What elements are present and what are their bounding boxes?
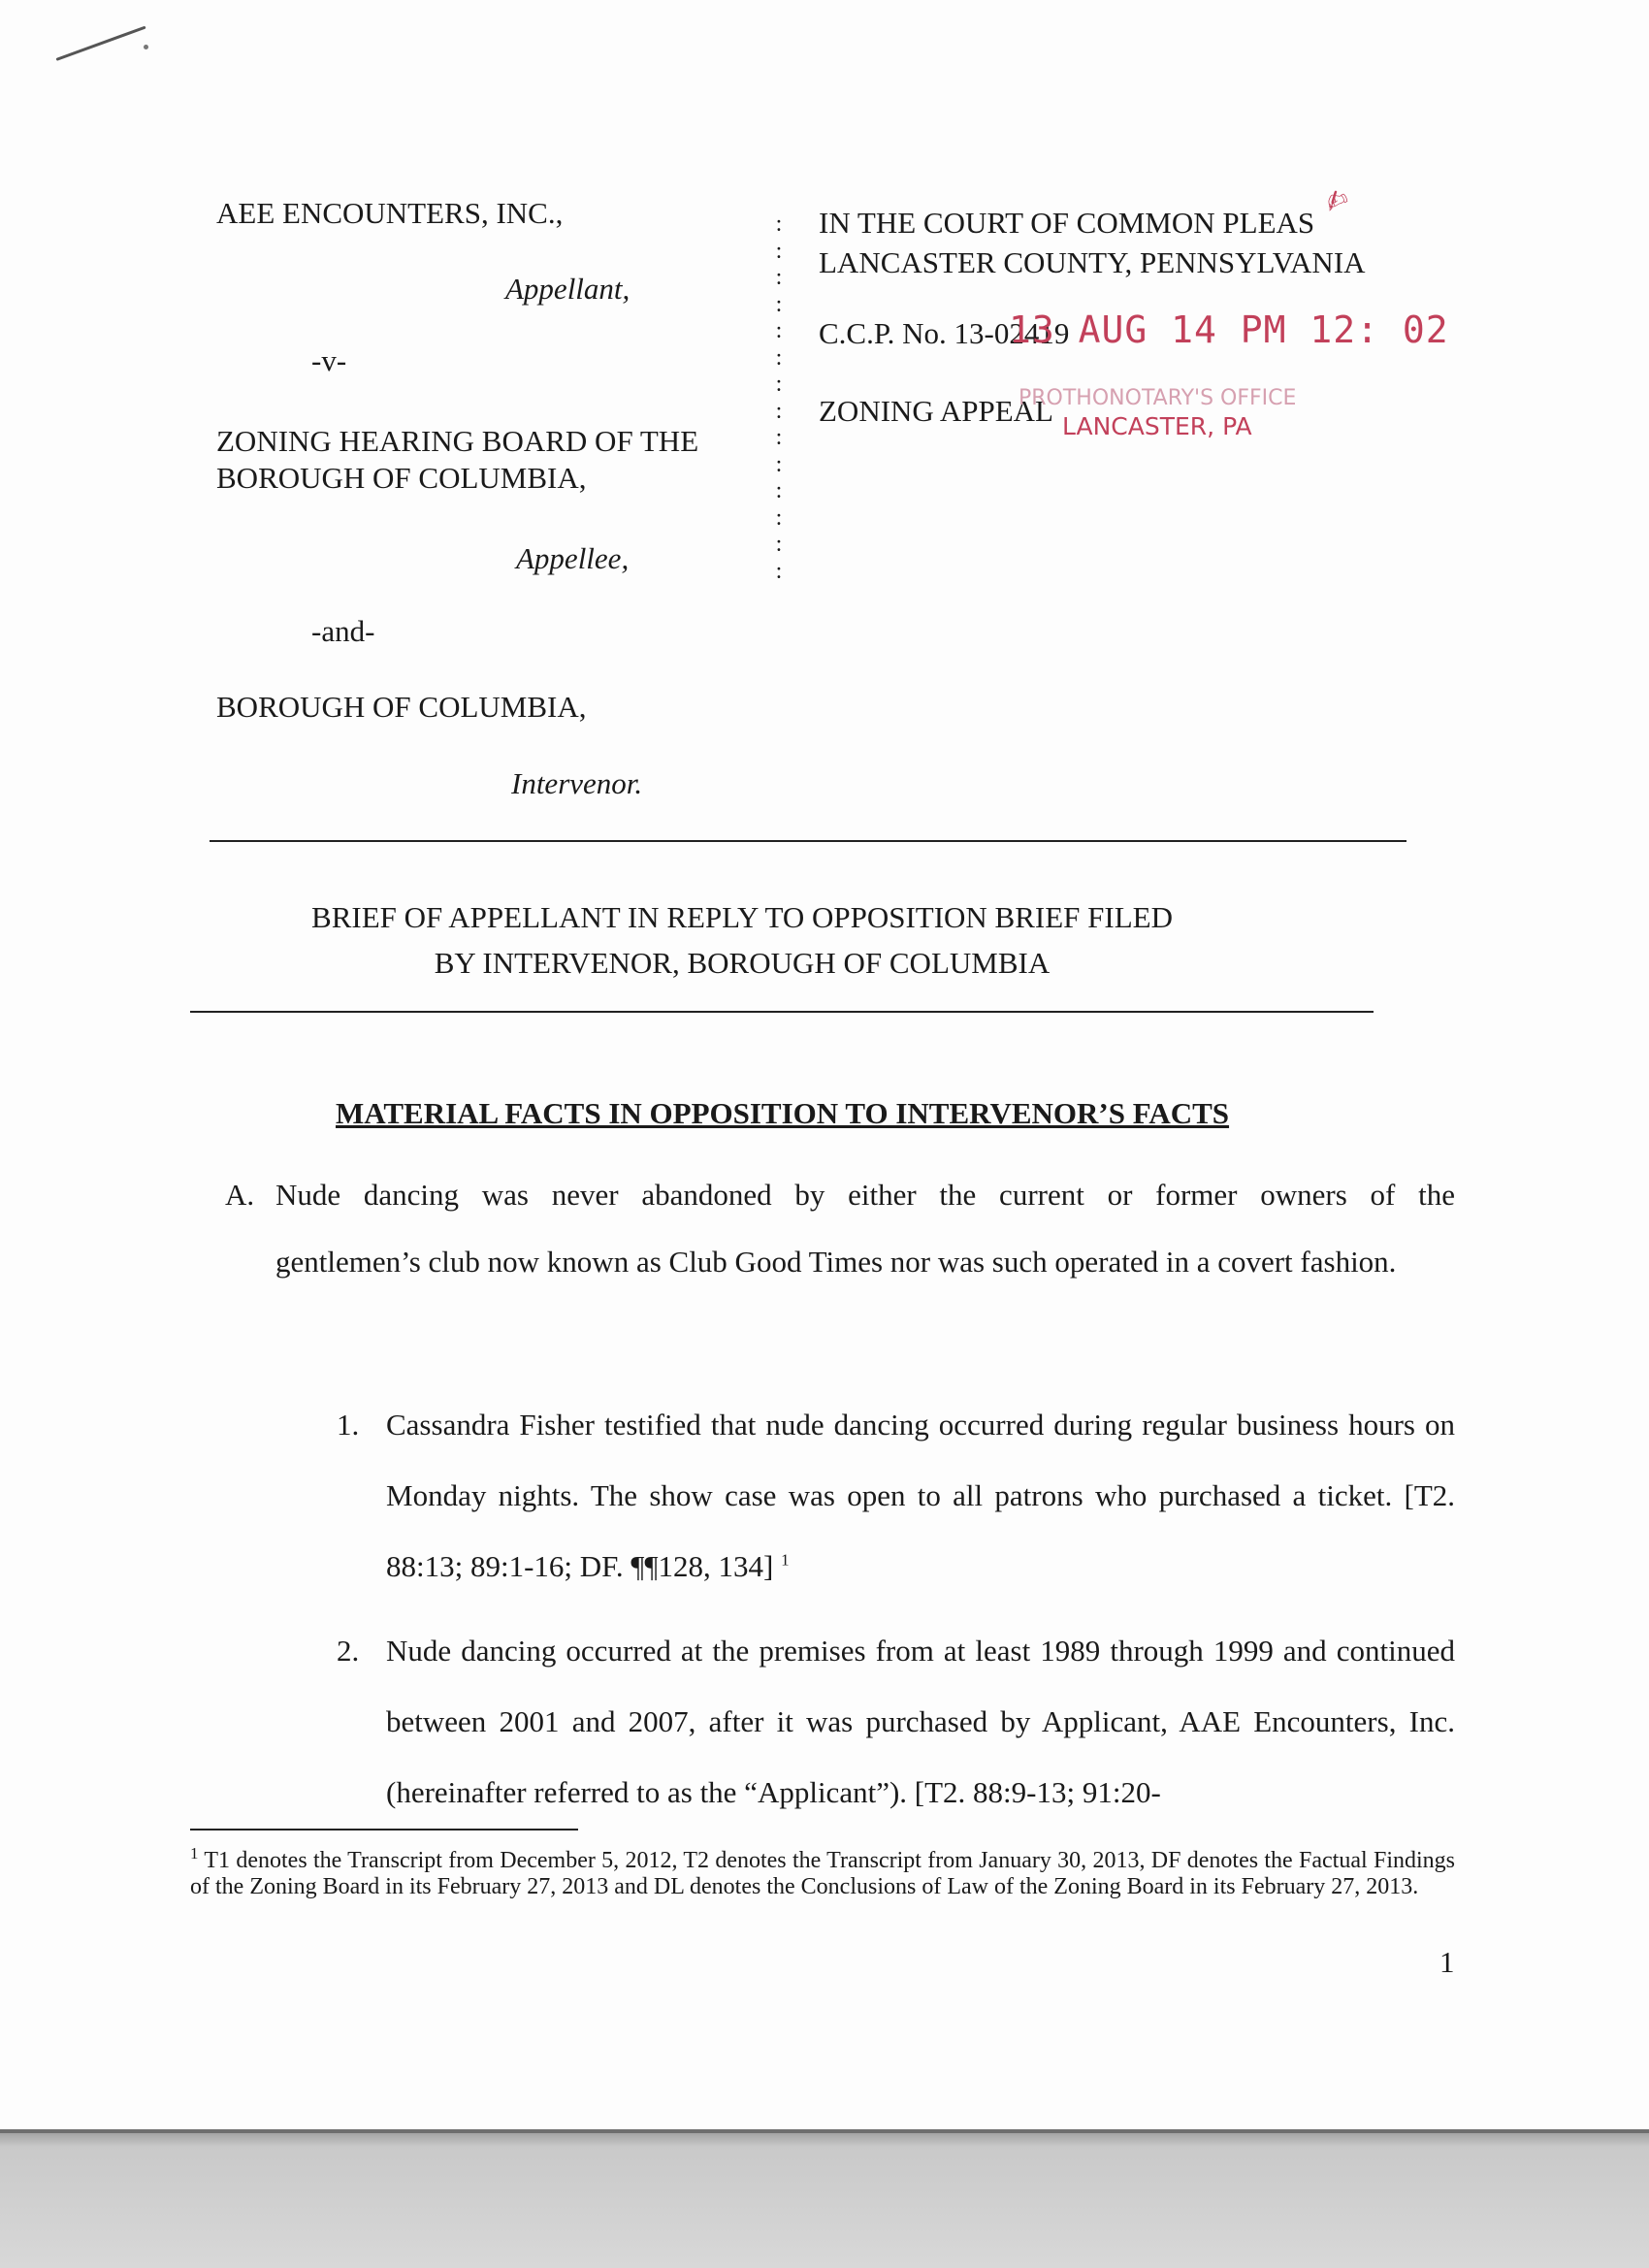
- caption-rule-bottom: [210, 840, 1406, 842]
- filing-stamp-date: 13 AUG 14 PM 12: 02: [1009, 308, 1449, 351]
- item-2-marker: 2.: [337, 1634, 360, 1668]
- appellee-name-line1: ZONING HEARING BOARD OF THE: [216, 424, 699, 458]
- staple-hole: [144, 45, 148, 49]
- section-a-marker: A.: [225, 1178, 255, 1212]
- item-1-marker: 1.: [337, 1408, 360, 1442]
- intervenor-name: BOROUGH OF COLUMBIA,: [216, 690, 587, 724]
- appellant-name: AEE ENCOUNTERS, INC.,: [216, 196, 564, 230]
- filing-stamp-initials: ✍: [1319, 180, 1354, 220]
- scanner-background: [0, 2129, 1649, 2268]
- court-name-line2: LANCASTER COUNTY, PENNSYLVANIA: [819, 245, 1366, 279]
- footnote-marker: 1: [190, 1844, 199, 1863]
- appellee-role: Appellee,: [516, 541, 630, 575]
- item-1-text: Cassandra Fisher testified that nude dancing occurred during regular business hours on Monday nights. The show case was open to all patrons who purchased a ticket. [T2. 88:13; 89:1-16; DF. ¶¶128, 134] $^1$: [386, 1408, 1455, 1583]
- v-separator: -v-: [311, 343, 347, 377]
- caption-colon-divider: : : : : : : : : : : : : : :: [775, 211, 783, 584]
- case-type: ZONING APPEAL: [819, 394, 1053, 428]
- and-separator: -and-: [311, 614, 375, 648]
- brief-title-line1: BRIEF OF APPELLANT IN REPLY TO OPPOSITION BRIEF FILED: [311, 900, 1173, 934]
- section-a-first-line: Nude dancing was never abandoned by either the current or former owners of the: [275, 1178, 1455, 1212]
- scanner-edge: [0, 2129, 1649, 2133]
- filing-stamp-city: LANCASTER, PA: [1062, 412, 1252, 440]
- appellee-name-line2: BOROUGH OF COLUMBIA,: [216, 461, 587, 495]
- brief-title-line2: BY INTERVENOR, BOROUGH OF COLUMBIA: [434, 946, 1051, 980]
- intervenor-role: Intervenor.: [511, 766, 643, 800]
- item-2-text: Nude dancing occurred at the premises from at least 1989 through 1999 and continued between 2001 and 2007, after it was purchased by Applicant, AAE Encounters, Inc. (hereinafter referred to as the “Applicant”). [T2. 88:9-13; 91:20-: [386, 1634, 1455, 1809]
- section-heading: MATERIAL FACTS IN OPPOSITION TO INTERVENOR’S FACTS: [336, 1096, 1230, 1130]
- case-number: C.C.P. No. 13-02419: [819, 316, 1070, 350]
- section-a-text: gentlemen’s club now known as Club Good Times nor was such operated in a covert fashion.: [275, 1245, 1397, 1279]
- title-rule: [190, 1011, 1374, 1013]
- staple-mark: [55, 26, 146, 61]
- filing-stamp-office: PROTHONOTARY'S OFFICE: [1018, 386, 1297, 410]
- footnote: [190, 1844, 1455, 1900]
- appellant-role: Appellant,: [505, 272, 630, 306]
- footnote-ref: 1: [781, 1550, 790, 1570]
- footnote-text: T1 denotes the Transcript from December 5, 2012, T2 denotes the Transcript from January 30, 2013, DF denotes the Factual Findings of the Zoning Board in its February 27, 2013 and DL denotes the Conclusions of Law of the Zoning Board in its February 27, 2013.: [190, 1848, 1455, 1899]
- page-number: 1: [1439, 1945, 1455, 1979]
- court-name-line1: IN THE COURT OF COMMON PLEAS: [819, 206, 1315, 240]
- footnote-rule: [190, 1829, 578, 1831]
